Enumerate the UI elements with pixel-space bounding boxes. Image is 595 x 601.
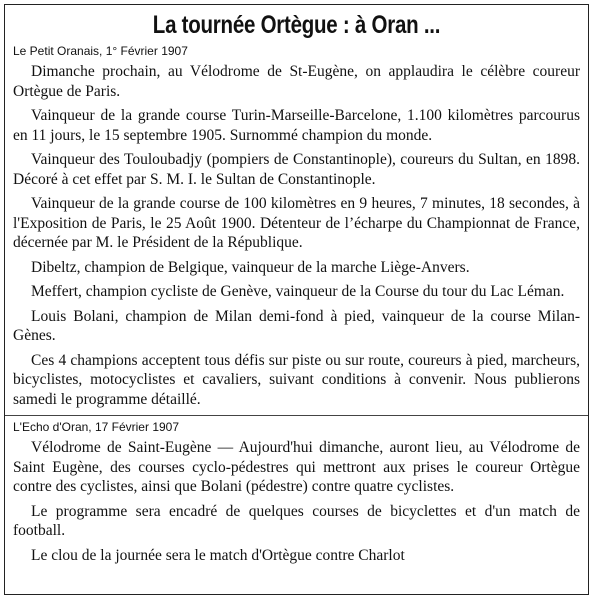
paragraph: Dimanche prochain, au Vélodrome de St-Eugène, on applaudira le célèbre coureur Ortègue de Paris. (13, 63, 580, 100)
paragraph: Le programme sera encadré de quelques courses de bicyclettes et d'un match de football. (13, 502, 580, 539)
article-echo-oran (5, 420, 588, 565)
paragraph: Vélodrome de Saint-Eugène — Aujourd'hui dimanche, auront lieu, au Vélodrome de Saint Eugène, des courses cyclo-pédestres qui mettront aux prises le coureur Ortègue contre des cyclistes, ainsi que Bolani (pédestre) contre quatre cyclistes. (13, 439, 580, 495)
article-petit-oranais (5, 44, 588, 409)
paragraph: Ces 4 champions acceptent tous défis sur piste ou sur route, coureurs à pied, marcheurs, bicyclistes, motocyclistes et cavaliers, suivant conditions à convenir. Nous publierons samedi le programme détaillé. (13, 351, 580, 408)
paragraph: Meffert, champion cycliste de Genève, vainqueur de la Course du tour du Lac Léman. (31, 283, 565, 300)
article-source: L'Echo d'Oran, 17 Février 1907 (13, 420, 180, 434)
article-source: Le Petit Oranais, 1° Février 1907 (13, 44, 188, 58)
paragraph: Vainqueur de la grande course Turin-Marseille-Barcelone, 1.100 kilomètres parcourus en 11 jours, le 15 septembre 1905. Surnommé champion du monde. (13, 107, 580, 144)
page-title: La tournée Ortègue : à Oran ... (152, 11, 441, 39)
paragraph: Louis Bolani, champion de Milan demi-fond à pied, vainqueur de la course Milan-Gènes. (13, 307, 580, 344)
paragraph: Vainqueur des Touloubadjy (pompiers de Constantinople), coureurs du Sultan, en 1898. Décoré à cet effet par S. M. I. le Sultan de Constantinople. (13, 151, 580, 188)
paragraph: Vainqueur de la grande course de 100 kilomètres en 9 heures, 7 minutes, 18 secondes, à l'Exposition de Paris, le 25 Août 1900. Détenteur de l’écharpe du Championnat de France, décernée par M. le Président de la République. (13, 195, 580, 251)
article-divider (5, 415, 588, 416)
paragraph: Dibeltz, champion de Belgique, vainqueur de la marche Liège-Anvers. (31, 258, 470, 276)
article-frame (4, 4, 589, 595)
paragraph: Le clou de la journée sera le match d'Ortègue contre Charlot (31, 546, 405, 564)
